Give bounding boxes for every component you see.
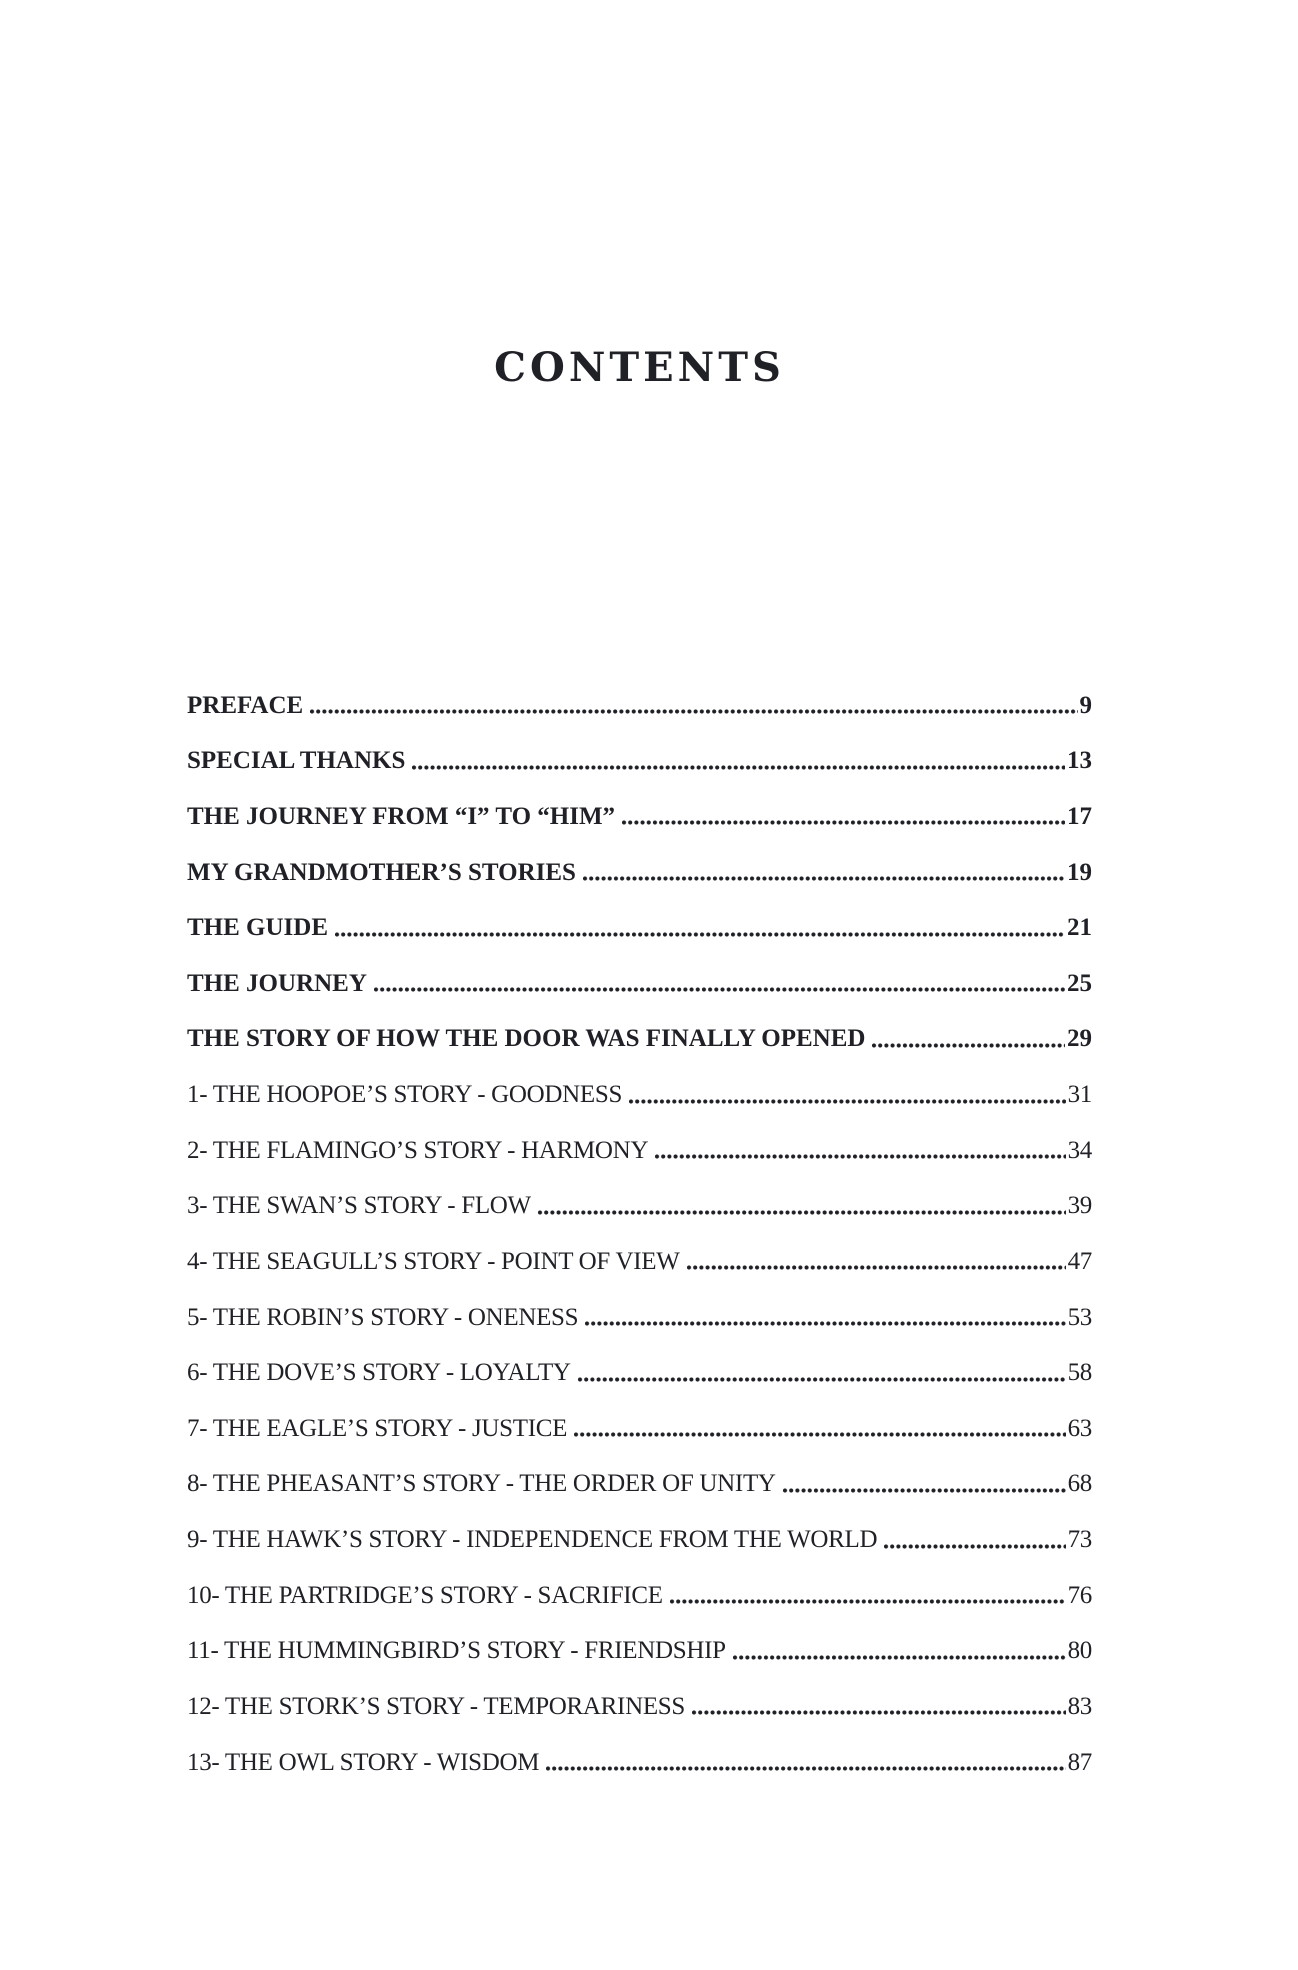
toc-entry-page-number: 68 (1067, 1470, 1092, 1498)
toc-entry (187, 887, 1092, 943)
page-title: CONTENTS (494, 344, 785, 391)
toc-entry (187, 1387, 1092, 1443)
toc-entry-page-number: 76 (1067, 1581, 1092, 1609)
dot-leader (374, 987, 1065, 992)
toc-entry (187, 831, 1092, 887)
dot-leader (585, 1321, 1065, 1326)
toc-entry-label: MY GRANDMOTHER’S STORIES (187, 858, 576, 886)
toc-entry-label: THE STORY OF HOW THE DOOR WAS FINALLY OPENED (187, 1025, 866, 1053)
toc-entry-label: 5- THE ROBIN’S STORY - ONENESS (187, 1303, 579, 1331)
toc-entry-page-number: 47 (1067, 1247, 1092, 1275)
toc-entry-page-number: 34 (1067, 1136, 1092, 1164)
toc-entry-page-number: 31 (1067, 1081, 1092, 1108)
toc-entry-page-number: 19 (1067, 858, 1092, 886)
toc-entry-label: PREFACE (187, 691, 304, 719)
dot-leader (335, 932, 1065, 937)
toc-entry (187, 1109, 1092, 1165)
toc-entry-page-number: 80 (1067, 1637, 1092, 1665)
toc-entry (187, 664, 1092, 720)
toc-entry (187, 1443, 1092, 1499)
toc-entry-label: 1- THE HOOPOE’S STORY - GOODNESS (187, 1081, 623, 1108)
toc-entry (187, 1165, 1092, 1221)
toc-entry (187, 720, 1092, 776)
dot-leader (783, 1488, 1066, 1493)
dot-leader (310, 709, 1077, 714)
toc-entry (187, 1498, 1092, 1554)
toc-entry-label: THE JOURNEY (187, 969, 367, 997)
toc-entry (187, 1721, 1092, 1777)
toc-list (187, 664, 1092, 1777)
toc-entry (187, 1220, 1092, 1276)
toc-entry (187, 1665, 1092, 1721)
toc-entry-page-number: 9 (1079, 691, 1092, 719)
toc-entry-label: 2- THE FLAMINGO’S STORY - HARMONY (187, 1136, 649, 1164)
toc-entry-page-number: 39 (1067, 1192, 1092, 1220)
toc-entry-page-number: 58 (1067, 1359, 1092, 1387)
toc-entry-page-number: 63 (1067, 1414, 1092, 1442)
dot-leader (583, 876, 1065, 881)
toc-entry-label: 12- THE STORK’S STORY - TEMPORARINESS (187, 1692, 686, 1720)
dot-leader (655, 1154, 1065, 1159)
toc-entry-page-number: 53 (1067, 1303, 1092, 1331)
dot-leader (687, 1265, 1066, 1270)
dot-leader (692, 1710, 1066, 1715)
toc-entry-label: 13- THE OWL STORY - WISDOM (187, 1748, 540, 1776)
dot-leader (574, 1432, 1065, 1437)
toc-entry-label: 8- THE PHEASANT’S STORY - THE ORDER OF UNITY (187, 1470, 776, 1498)
toc-entry-label: THE GUIDE (187, 914, 329, 942)
toc-entry (187, 1554, 1092, 1610)
toc-entry-page-number: 21 (1067, 914, 1092, 942)
toc-entry (187, 775, 1092, 831)
toc-entry-label: 3- THE SWAN’S STORY - FLOW (187, 1192, 531, 1220)
toc-entry-label: 7- THE EAGLE’S STORY - JUSTICE (187, 1414, 568, 1442)
dot-leader (884, 1544, 1065, 1549)
toc-entry-label: 9- THE HAWK’S STORY - INDEPENDENCE FROM THE WORLD (187, 1526, 878, 1553)
dot-leader (872, 1043, 1065, 1048)
toc-entry-page-number: 17 (1067, 802, 1092, 830)
toc-entry (187, 1276, 1092, 1332)
dot-leader (670, 1599, 1066, 1604)
toc-entry-page-number: 29 (1067, 1025, 1092, 1053)
toc-entry-label: THE JOURNEY FROM “I” TO “HIM” (187, 802, 616, 830)
toc-entry (187, 1053, 1092, 1109)
toc-entry-label: 6- THE DOVE’S STORY - LOYALTY (187, 1359, 571, 1387)
dot-leader (412, 765, 1065, 770)
dot-leader (629, 1099, 1065, 1104)
toc-entry-label: SPECIAL THANKS (187, 747, 406, 775)
toc-entry-label: 4- THE SEAGULL’S STORY - POINT OF VIEW (187, 1247, 680, 1275)
toc-entry-label: 11- THE HUMMINGBIRD’S STORY - FRIENDSHIP (187, 1637, 726, 1665)
toc-entry-page-number: 83 (1067, 1692, 1092, 1720)
dot-leader (622, 820, 1065, 825)
toc-entry-page-number: 13 (1067, 747, 1092, 775)
toc-entry-page-number: 87 (1067, 1748, 1092, 1776)
toc-entry-label: 10- THE PARTRIDGE’S STORY - SACRIFICE (187, 1581, 663, 1609)
toc-entry-page-number: 73 (1067, 1526, 1092, 1553)
toc-entry (187, 1332, 1092, 1388)
toc-entry (187, 942, 1092, 998)
toc-entry (187, 998, 1092, 1054)
toc-entry-page-number: 25 (1067, 969, 1092, 997)
dot-leader (578, 1377, 1066, 1382)
dot-leader (546, 1766, 1065, 1771)
dot-leader (733, 1655, 1066, 1660)
dot-leader (538, 1210, 1066, 1215)
toc-entry (187, 1610, 1092, 1666)
